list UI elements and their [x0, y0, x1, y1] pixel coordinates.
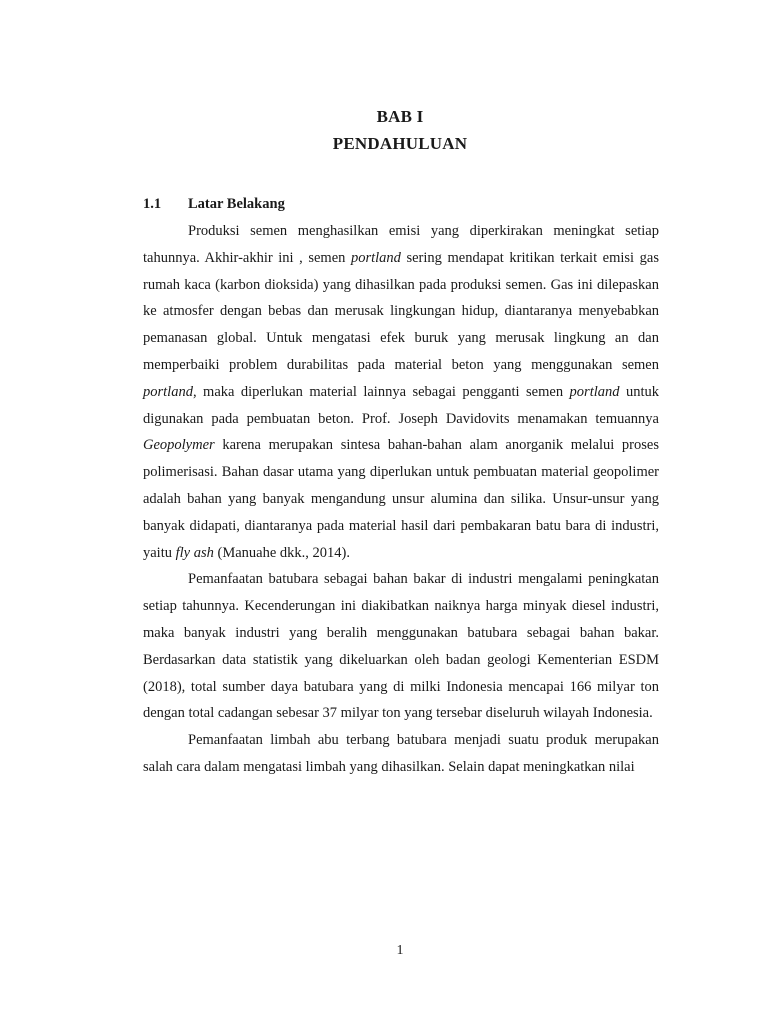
italic-term: Geopolymer	[143, 437, 215, 454]
italic-term: portland	[569, 383, 620, 400]
chapter-label: BAB I	[376, 107, 424, 126]
chapter-title: PENDAHULUAN	[332, 134, 468, 153]
text-run: , maka diperlukan material lainnya sebagai pengganti semen	[192, 383, 570, 400]
section-number: 1.1	[143, 196, 162, 212]
section-heading	[143, 196, 285, 213]
text-run: untuk digunakan pada pembuatan beton. Prof. Joseph Davidovits menamakan temuannya	[143, 383, 659, 427]
italic-term: portland	[350, 249, 401, 266]
paragraph	[143, 566, 659, 727]
text-run: karena merupakan sintesa bahan-bahan alam anorganik melalui proses polimerisasi. Bahan dasar utama yang diperlukan untuk pembuatan material geopolimer adalah bahan yang banyak mengandung unsur alumina dan silika. Unsur-unsur yang banyak didapati, diantaranya pada material hasil dari pembakaran batu bara di industri, yaitu	[143, 437, 659, 561]
section-title: Latar Belakang	[188, 196, 285, 212]
paragraph	[143, 727, 659, 781]
text-run: Produksi semen menghasilkan emisi yang diperkirakan meningkat setiap tahunnya. Akhir-akhir ini , semen	[143, 223, 659, 266]
italic-term: fly ash	[175, 544, 214, 561]
text-run: Pemanfaatan batubara sebagai bahan bakar di industri mengalami peningkatan setiap tahunnya. Kecenderungan ini diakibatkan naiknya harga minyak diesel industri, maka banyak industri yang beralih menggunakan batubara sebagai bahan bakar. Berdasarkan data statistik yang dikeluarkan oleh badan geologi Kementerian ESDM (2018), total sumber daya batubara yang di milki Indonesia mencapai 166 milyar ton dengan total cadangan sebesar 37 milyar ton yang tersebar diseluruh wilayah Indonesia.	[143, 571, 659, 722]
body-text	[143, 218, 659, 781]
text-run: (Manuahe dkk., 2014).	[213, 544, 350, 561]
italic-term: portland	[143, 383, 193, 400]
page-number: 1	[396, 943, 404, 958]
text-run: sering mendapat kritikan terkait emisi gas rumah kaca (karbon dioksida) yang dihasilkan pada produksi semen. Gas ini dilepaskan ke atmosfer dengan bebas dan merusak lingkungan hidup, diantaranya menyebabkan pemanasan global. Untuk mengatasi efek buruk yang merusak lingkung an dan memperbaiki problem durabilitas pada material beton yang menggunakan semen	[143, 249, 659, 373]
paragraph	[143, 218, 659, 566]
text-run: Pemanfaatan limbah abu terbang batubara menjadi suatu produk merupakan salah cara dalam mengatasi limbah yang dihasilkan. Selain dapat meningkatkan nilai	[143, 732, 659, 775]
